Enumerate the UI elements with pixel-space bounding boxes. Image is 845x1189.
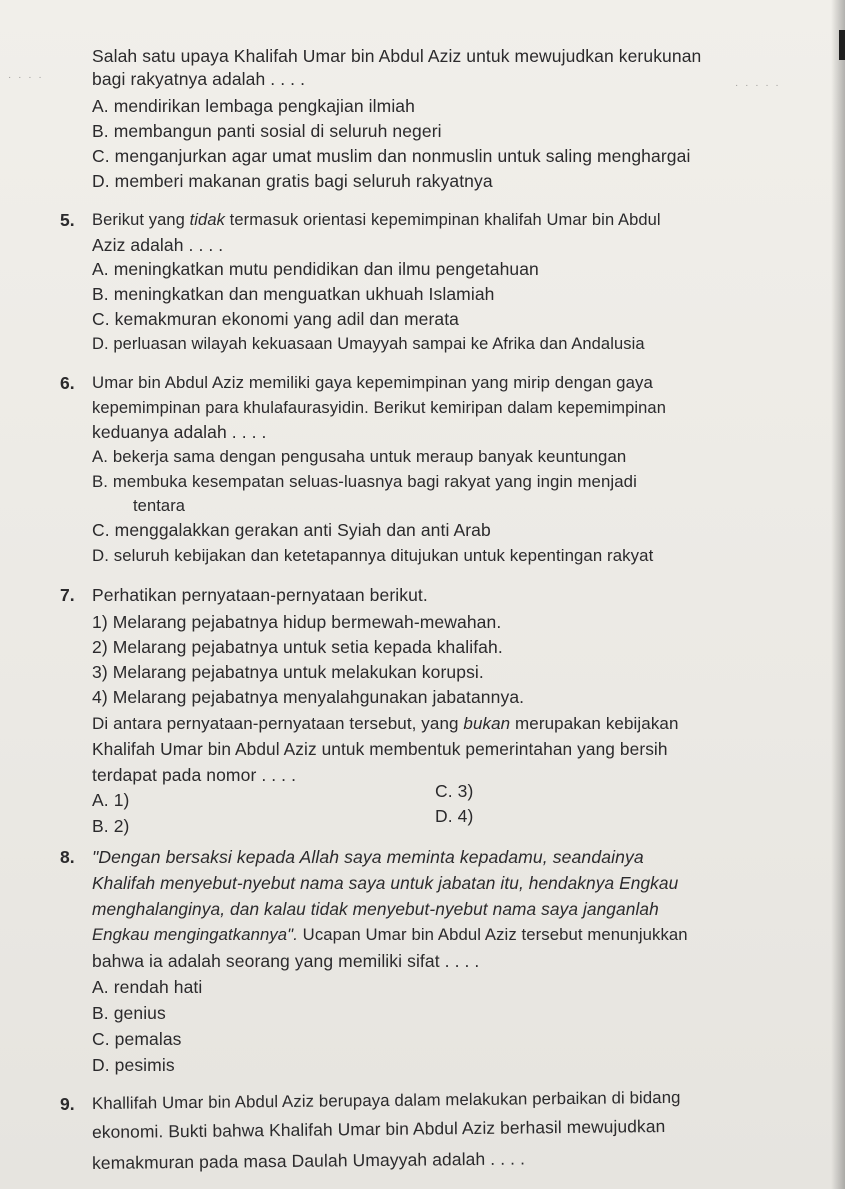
q8-number: 8. [60, 847, 75, 867]
q7-option-d: D. 4) [435, 806, 474, 826]
q4-option-b: B. membangun panti sosial di seluruh negeri [92, 121, 442, 141]
q9-number: 9. [60, 1094, 75, 1114]
q5-option-b: B. meningkatkan dan menguatkan ukhuah Islamiah [92, 284, 495, 304]
q6-number: 6. [60, 373, 75, 393]
q5-number: 5. [60, 210, 75, 230]
q4-stem-line-1: Salah satu upaya Khalifah Umar bin Abdul Aziz untuk mewujudkan kerukunan [92, 46, 702, 66]
q6-stem-line-1: Umar bin Abdul Aziz memiliki gaya kepemimpinan yang mirip dengan gaya [92, 373, 653, 392]
q9-stem-line-3: kemakmuran pada masa Daulah Umayyah adalah . . . . [91, 1148, 526, 1173]
q8-option-a: A. rendah hati [92, 977, 203, 997]
q6-stem-line-3: keduanya adalah . . . . [92, 422, 267, 442]
q7-option-a: A. 1) [92, 790, 130, 810]
q6-option-c: C. menggalakkan gerakan anti Syiah dan anti Arab [92, 520, 491, 540]
q8-stem-line-2: Khalifah menyebut-nyebut nama saya untuk jabatan itu, hendaknya Engkau [92, 873, 679, 893]
q7-intro: Perhatikan pernyataan-pernyataan berikut. [92, 585, 428, 605]
faint-mark: · · · · · [735, 80, 781, 91]
q9-stem-line-2: ekonomi. Bukti bahwa Khalifah Umar bin Abdul Aziz berhasil mewujudkan [91, 1115, 666, 1142]
q6-stem-line-2: kepemimpinan para khulafaurasyidin. Berikut kemiripan dalam kepemimpinan [92, 399, 666, 417]
q7-statement-3: 3) Melarang pejabatnya untuk melakukan korupsi. [92, 662, 484, 682]
q8-stem-line-5: bahwa ia adalah seorang yang memiliki sifat . . . . [92, 951, 480, 971]
q4-option-c: C. menganjurkan agar umat muslim dan nonmuslin untuk saling menghargai [92, 146, 691, 166]
q4-option-a: A. mendirikan lembaga pengkajian ilmiah [92, 96, 415, 116]
q6-option-b-continued: tentara [133, 497, 186, 515]
q4-option-d: D. memberi makanan gratis bagi seluruh rakyatnya [92, 171, 493, 191]
q8-stem-line-4: Engkau mengingatkannya". Ucapan Umar bin Abdul Aziz tersebut menunjukkan [92, 925, 688, 944]
q8-option-c: C. pemalas [92, 1029, 182, 1049]
q7-statement-2: 2) Melarang pejabatnya untuk setia kepada khalifah. [92, 637, 503, 657]
page-edge-shadow [831, 0, 845, 1189]
q5-option-d: D. perluasan wilayah kekuasaan Umayyah sampai ke Afrika dan Andalusia [92, 335, 645, 353]
q7-stem-line-2: Khalifah Umar bin Abdul Aziz untuk membentuk pemerintahan yang bersih [92, 739, 668, 759]
q5-option-c: C. kemakmuran ekonomi yang adil dan merata [92, 309, 460, 329]
q8-option-b: B. genius [92, 1003, 166, 1023]
q7-option-c: C. 3) [435, 781, 474, 801]
q9-stem-line-1: Khallifah Umar bin Abdul Aziz berupaya dalam melakukan perbaikan di bidang [91, 1087, 681, 1113]
q7-statement-1: 1) Melarang pejabatnya hidup bermewah-mewahan. [92, 612, 502, 632]
edge-mark [839, 30, 845, 60]
q5-option-a: A. meningkatkan mutu pendidikan dan ilmu pengetahuan [92, 259, 539, 279]
q7-number: 7. [60, 585, 75, 605]
q6-option-d: D. seluruh kebijakan dan ketetapannya ditujukan untuk kepentingan rakyat [92, 546, 654, 565]
q8-option-d: D. pesimis [92, 1055, 175, 1075]
q7-stem-line-1: Di antara pernyataan-pernyataan tersebut, yang bukan merupakan kebijakan [92, 714, 679, 733]
q7-statement-4: 4) Melarang pejabatnya menyalahgunakan jabatannya. [92, 687, 525, 707]
q5-stem-line-2: Aziz adalah . . . . [92, 235, 224, 255]
faint-mark: · · · · [8, 72, 44, 83]
q6-option-a: A. bekerja sama dengan pengusaha untuk meraup banyak keuntungan [92, 447, 627, 466]
q6-option-b: B. membuka kesempatan seluas-luasnya bagi rakyat yang ingin menjadi [92, 472, 637, 491]
q7-stem-line-3: terdapat pada nomor . . . . [92, 765, 297, 785]
q7-option-b: B. 2) [92, 816, 130, 836]
q4-stem-line-2: bagi rakyatnya adalah . . . . [92, 69, 306, 89]
q8-stem-line-3: menghalanginya, dan kalau tidak menyebut-nyebut nama saya janganlah [92, 899, 659, 919]
q8-stem-line-1: "Dengan bersaksi kepada Allah saya meminta kepadamu, seandainya [92, 847, 644, 867]
q5-stem-line-1: Berikut yang tidak termasuk orientasi kepemimpinan khalifah Umar bin Abdul [92, 211, 661, 229]
